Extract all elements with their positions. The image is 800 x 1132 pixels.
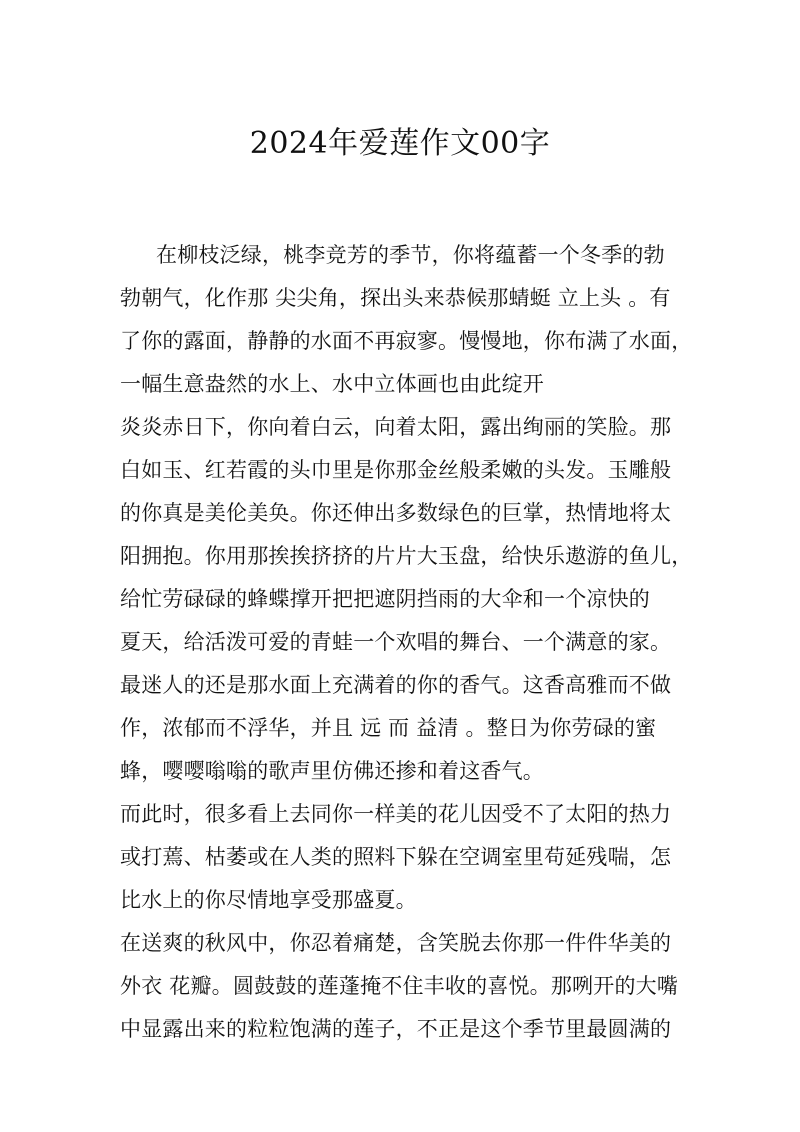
text-line: 中显露出来的粒粒饱满的莲子，不正是这个季节里最圆满的 <box>120 1017 672 1041</box>
text-line: 的你真是美伦美奂。你还伸出多数绿色的巨掌，热情地将太 <box>120 501 672 525</box>
text-line: 炎炎赤日下，你向着白云，向着太阳，露出绚丽的笑脸。那 <box>120 415 672 439</box>
page-title: 2024年爱莲作文00字 <box>249 126 551 161</box>
text-line: 勃朝气，化作那 尖尖角，探出头来恭候那蜻蜓 立上头 。有 <box>120 286 671 310</box>
text-line: 蜂，嘤嘤嗡嗡的歌声里仿佛还掺和着这香气。 <box>120 759 544 783</box>
text-line: 给忙劳碌碌的蜂蝶撑开把把遮阴挡雨的大伞和一个凉快的 <box>120 587 650 611</box>
text-line: 外衣 花瓣。圆鼓鼓的莲蓬掩不住丰收的喜悦。那咧开的大嘴 <box>120 974 679 998</box>
text-line: 夏天，给活泼可爱的青蛙一个欢唱的舞台、一个满意的家。 <box>120 630 672 654</box>
text-line: 作，浓郁而不浮华，并且 远 而 益清 。整日为你劳碌的蜜 <box>120 716 657 740</box>
text-line: 白如玉、红若霞的头巾里是你那金丝般柔嫩的头发。玉雕般 <box>120 458 672 482</box>
text-line: 在送爽的秋风中，你忍着痛楚，含笑脱去你那一件件华美的 <box>120 931 672 955</box>
text-line: 了你的露面，静静的水面不再寂寥。慢慢地，你布满了水面， <box>120 329 693 353</box>
text-line: 比水上的你尽情地享受那盛夏。 <box>120 888 417 912</box>
text-line: 而此时，很多看上去同你一样美的花儿因受不了太阳的热力 <box>120 802 672 826</box>
text-line: 阳拥抱。你用那挨挨挤挤的片片大玉盘，给快乐遨游的鱼儿， <box>120 544 693 568</box>
text-line: 一幅生意盎然的水上、水中立体画也由此绽开 <box>120 372 544 396</box>
text-line: 在柳枝泛绿，桃李竞芳的季节，你将蕴蓄一个冬季的勃 <box>156 243 665 267</box>
text-line: 最迷人的还是那水面上充满着的你的香气。这香高雅而不做 <box>120 673 672 697</box>
essay-body <box>120 234 693 1051</box>
text-line: 或打蔫、枯萎或在人类的照料下躲在空调室里苟延残喘，怎 <box>120 845 672 869</box>
